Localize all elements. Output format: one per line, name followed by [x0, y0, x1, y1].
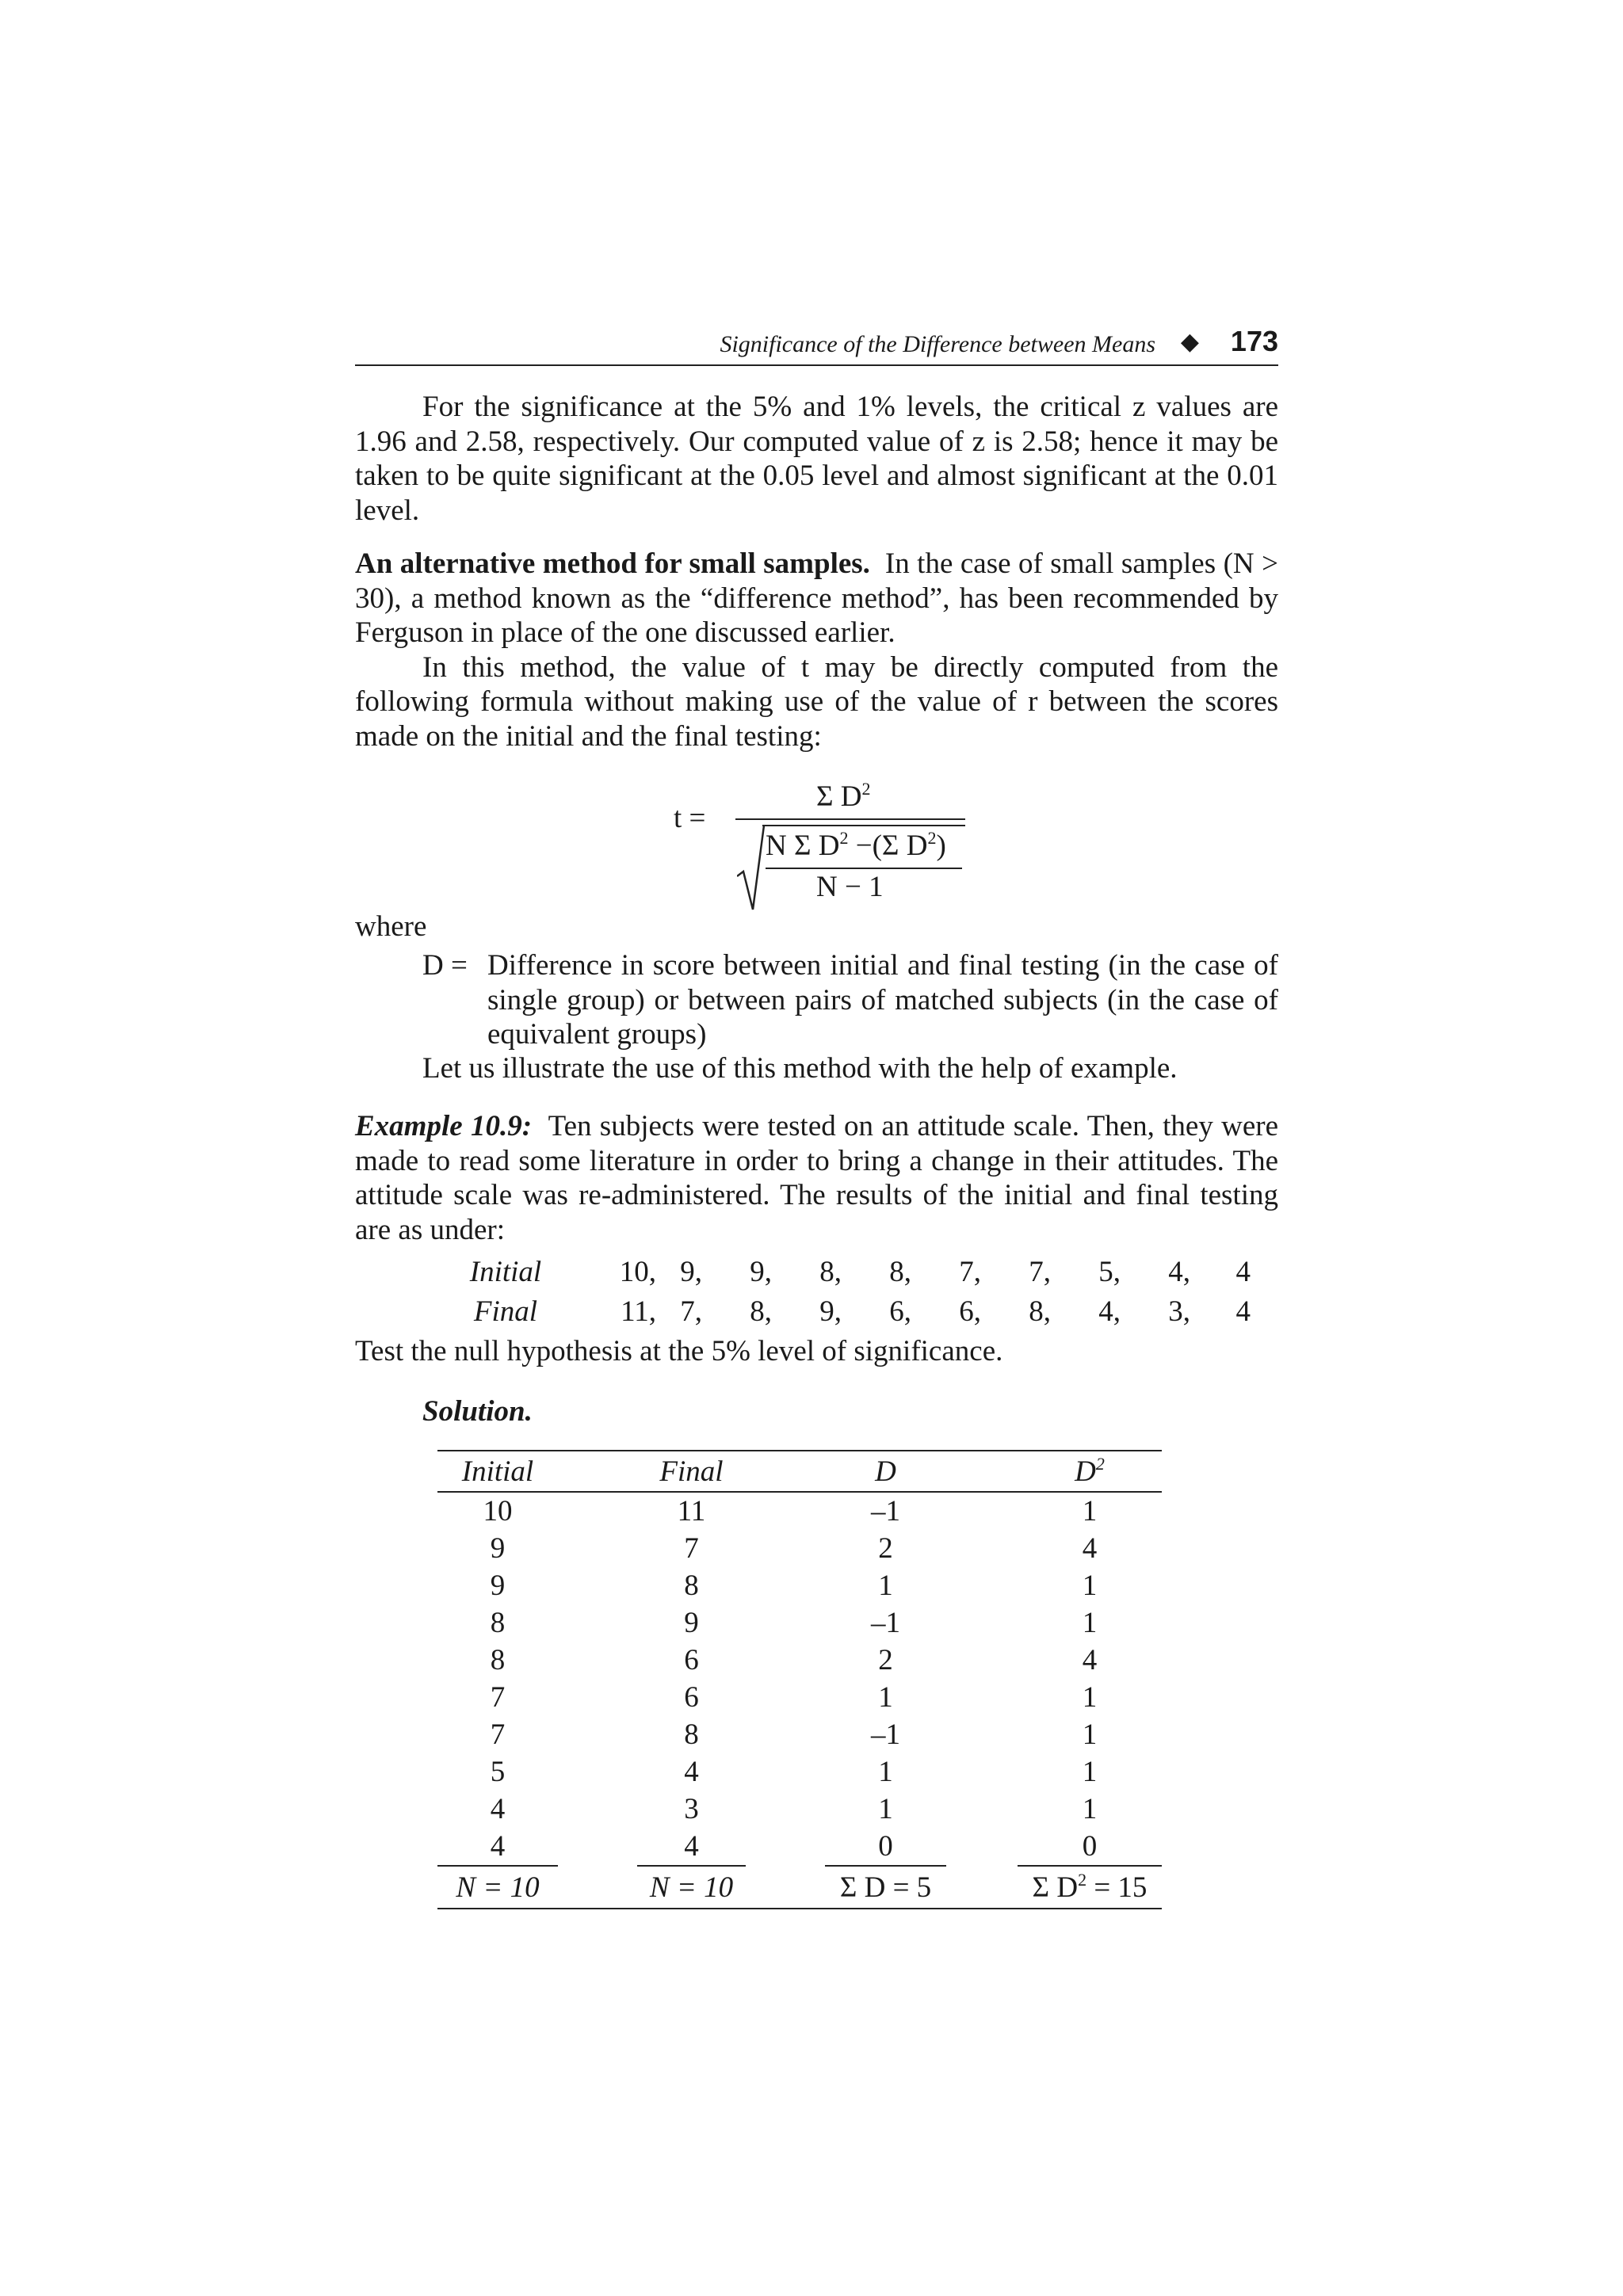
solution-label: Solution. [422, 1395, 533, 1428]
table-row: 8 9 –1 1 [490, 1607, 1098, 1639]
initial-label: Initial [469, 1256, 542, 1288]
paragraph-text: For the significance at the 5% and 1% levels, the critical z values are 1.96 and 2.58, respectively. Our computed value of z is 2.58; hence it may be taken to be quite significant at the 0.05 level and almost significant at the 0.01 level. [355, 391, 1278, 527]
table-row: 7 8 –1 1 [490, 1718, 1098, 1751]
fraction-bar [735, 818, 965, 820]
running-head-title: Significance of the Difference between Means [720, 331, 1155, 357]
example-question: Test the null hypothesis at the 5% level of significance. [355, 1335, 1003, 1367]
table-row: 8 6 2 4 [490, 1644, 1098, 1676]
total-final: N = 10 [649, 1871, 734, 1904]
solution-table [437, 1450, 1162, 1909]
section-alternative-method [355, 547, 1278, 753]
table-header-row [437, 1451, 1162, 1492]
total-d: Σ D = 5 [839, 1871, 932, 1904]
example-paragraph [355, 1109, 1278, 1247]
data-value: 4, [1098, 1295, 1121, 1328]
col-header-d-squared: $D^2$ [1075, 1453, 1105, 1488]
data-value: 4 [1235, 1295, 1251, 1328]
data-value: 9, [680, 1256, 702, 1288]
table-row: 9 8 1 1 [490, 1569, 1098, 1602]
inner-fraction-bar [766, 868, 962, 869]
table-row: 10 11 –1 1 [483, 1495, 1098, 1527]
data-value: 9, [750, 1256, 772, 1288]
table-row: 7 6 1 1 [490, 1681, 1098, 1714]
formula-inner-numerator: N Σ $D^2 -(\Sigma$ $D^2$) [766, 828, 946, 862]
data-value: 10, [619, 1256, 656, 1288]
table-row: 5 4 1 1 [490, 1756, 1098, 1788]
data-value: 11, [621, 1295, 656, 1328]
definition-term: D = [422, 949, 468, 982]
example-label: Example 10.9: [355, 1110, 533, 1142]
data-value: 8, [1029, 1295, 1051, 1328]
formula-inner-denominator: N − 1 [816, 871, 884, 903]
data-value: 7, [680, 1295, 702, 1328]
total-initial: N = 10 [456, 1871, 540, 1904]
square-root-icon [737, 824, 769, 911]
data-value: 8, [819, 1256, 842, 1288]
section-heading: An alternative method for small samples. [355, 547, 870, 580]
data-value: 8, [889, 1256, 911, 1288]
data-value: 7, [959, 1256, 981, 1288]
data-value: 3, [1168, 1295, 1190, 1328]
data-value: 9, [819, 1295, 842, 1328]
col-header-d: D [875, 1455, 896, 1488]
final-label: Final [473, 1295, 538, 1328]
data-value: 6, [959, 1295, 981, 1328]
data-value: 5, [1098, 1256, 1121, 1288]
definition-text: Difference in score between initial and final testing (in the case of single group) or between pairs of matched subjects (in the case of equivalent groups) [487, 949, 1278, 1051]
example-text: Ten subjects were tested on an attitude scale. Then, they were made to read some literature in order to bring a change in their attitudes. The attitude scale was re-administered. The results of the initial and final testing are as under: [355, 1110, 1278, 1246]
total-d-squared: Σ $D^2 = 15$ [1032, 1869, 1148, 1904]
data-value: 4, [1168, 1256, 1190, 1288]
final-row [355, 1295, 1278, 1329]
table-row: 4 3 1 1 [490, 1793, 1098, 1825]
example-10-9 [355, 1109, 1278, 1247]
data-value: 6, [889, 1295, 911, 1328]
data-value: 7, [1029, 1256, 1051, 1288]
col-header-initial: Initial [461, 1455, 534, 1488]
t-formula [666, 767, 967, 917]
initial-row [355, 1255, 1278, 1290]
formula-lhs: t = [674, 802, 706, 834]
table-totals-row [437, 1866, 1162, 1909]
section-text: In the case of small samples (N > 30), a method known as the “difference method”, has been recommended by Ferguson in place of the one discussed earlier. [355, 547, 1278, 649]
data-value: 4 [1235, 1256, 1251, 1288]
paragraph-critical-values [355, 390, 1278, 528]
table-row: 9 7 2 4 [490, 1532, 1098, 1565]
illustration-sentence: Let us illustrate the use of this method with the help of example. [422, 1052, 1178, 1085]
page-number: 173 [1230, 325, 1278, 357]
paragraph-alt-method [355, 547, 1278, 650]
diamond-icon: ◆ [1180, 328, 1199, 356]
table-row: 4 4 0 0 [437, 1828, 1162, 1866]
data-value: 8, [750, 1295, 772, 1328]
formula-numerator: Σ $D^2$ [816, 779, 871, 813]
paragraph-method-description: In this method, the value of t may be directly computed from the following formula without making use of the value of r between the scores made on the initial and the final testing: [355, 650, 1278, 753]
radical-vinculum [762, 825, 965, 826]
where-label: where [355, 910, 427, 943]
running-head [355, 323, 1278, 366]
col-header-final: Final [659, 1455, 724, 1488]
